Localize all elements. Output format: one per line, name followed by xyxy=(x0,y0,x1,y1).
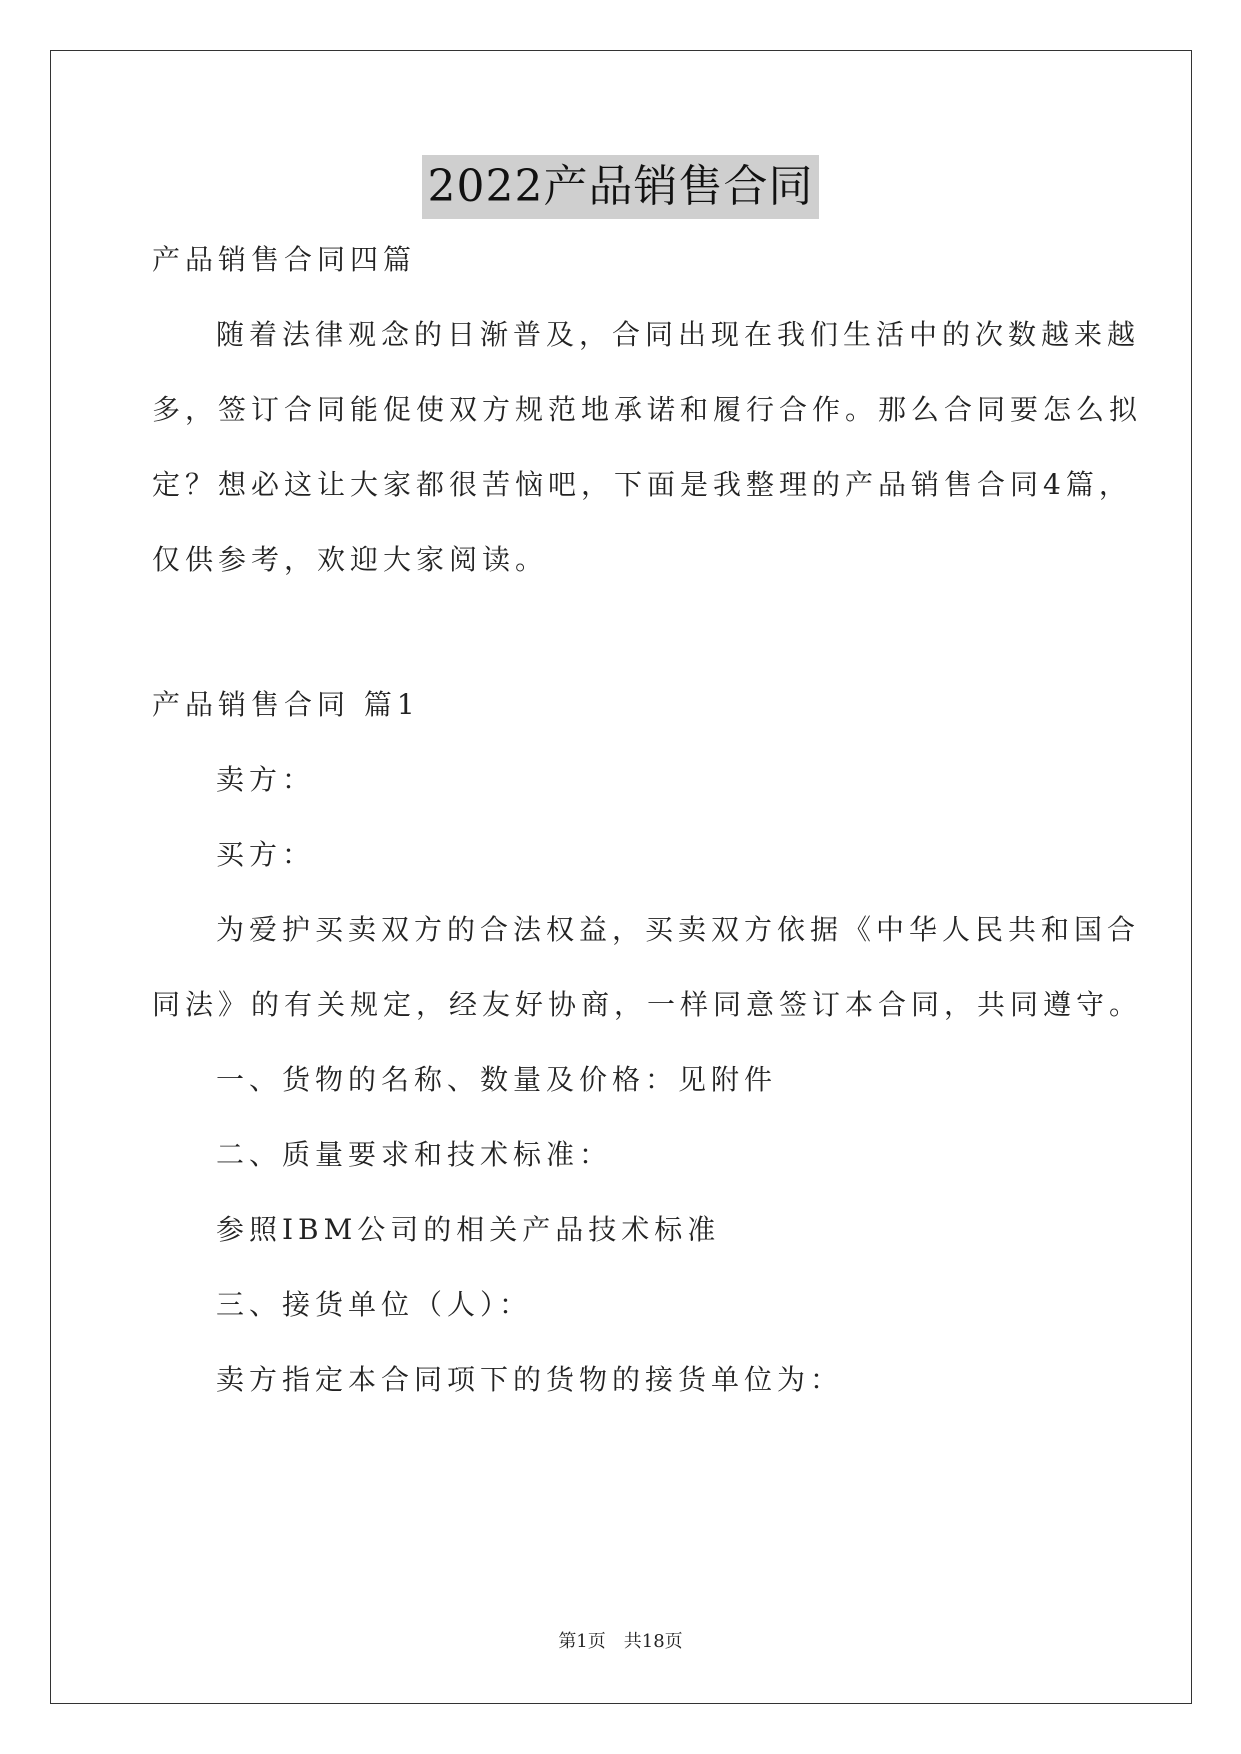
clause-line: 三、接货单位（人）： xyxy=(216,1288,533,1321)
paragraph-line: 同法》的有关规定，经友好协商，一样同意签订本合同，共同遵守。 xyxy=(152,988,1143,1021)
seller-field: 卖方： xyxy=(216,763,316,796)
buyer-field: 买方： xyxy=(216,838,316,871)
section-heading: 产品销售合同 篇1 xyxy=(152,688,420,721)
title-wrap xyxy=(0,155,1241,219)
paragraph-line: 随着法律观念的日渐普及，合同出现在我们生活中的次数越来越 xyxy=(216,318,1141,351)
paragraph-line: 仅供参考，欢迎大家阅读。 xyxy=(152,543,549,576)
paragraph-line: 定？想必这让大家都很苦恼吧，下面是我整理的产品销售合同4篇， xyxy=(152,468,1132,501)
clause-line: 二、质量要求和技术标准： xyxy=(216,1138,613,1171)
clause-line: 参照IBM公司的相关产品技术标准 xyxy=(216,1213,721,1246)
paragraph-line: 为爱护买卖双方的合法权益，买卖双方依据《中华人民共和国合 xyxy=(216,913,1141,946)
paragraph-line: 多，签订合同能促使双方规范地承诺和履行合作。那么合同要怎么拟 xyxy=(152,393,1143,426)
document-title: 2022产品销售合同 xyxy=(422,155,820,219)
page-border xyxy=(50,50,1192,1704)
page-number-footer: 第1页 共18页 xyxy=(558,1631,683,1652)
clause-line: 卖方指定本合同项下的货物的接货单位为： xyxy=(216,1363,844,1396)
subtitle-line: 产品销售合同四篇 xyxy=(152,243,417,276)
clause-line: 一、货物的名称、数量及价格：见附件 xyxy=(216,1063,778,1096)
